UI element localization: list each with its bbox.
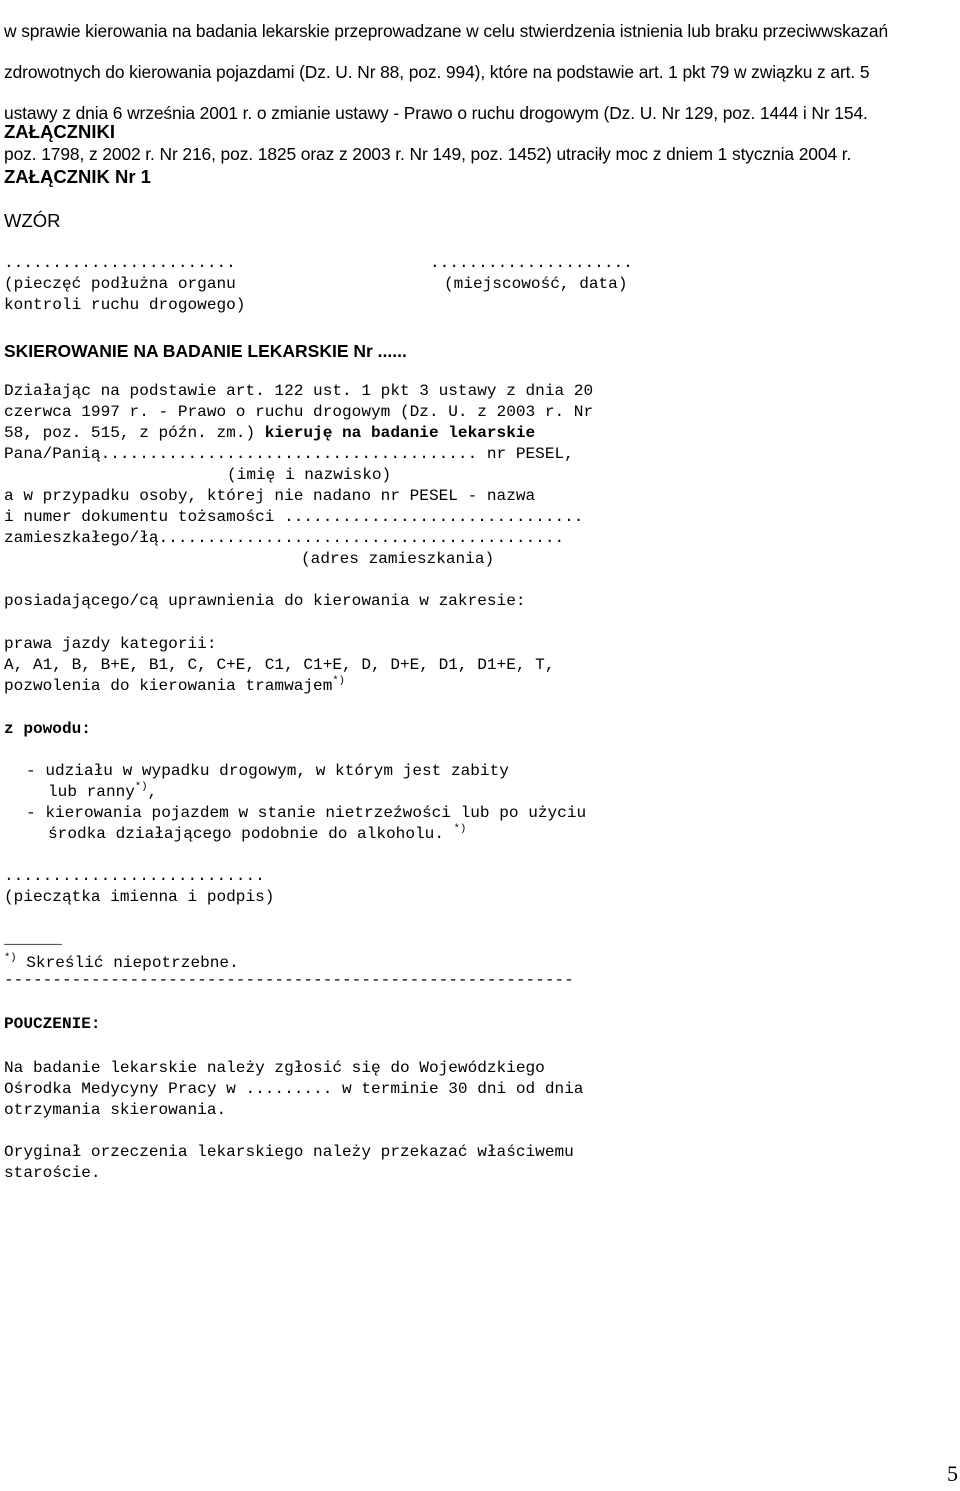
intro-paragraph: [4, 0, 888, 185]
scope-line: posiadającego/cą uprawnienia do kierowania w zakresie:: [4, 592, 526, 610]
footnote-mark: *): [4, 952, 17, 964]
reason-text: lub ranny: [48, 783, 135, 801]
reason-item-2-cont: [48, 824, 466, 845]
name-field-label: (imię i nazwisko): [227, 466, 392, 484]
stamp-dots: ........................: [4, 254, 236, 272]
reason-item-2: - kierowania pojazdem w stanie nietrzeźwości lub po użyciu: [26, 804, 587, 822]
intro-line: zdrowotnych do kierowania pojazdami (Dz. U. Nr 88, poz. 994), które na podstawie art. 1 pkt 79 w związku z art. 5: [4, 61, 870, 82]
body-line: czerwca 1997 r. - Prawo o ruchu drogowym (Dz. U. z 2003 r. Nr: [4, 403, 594, 421]
annex-number-heading: ZAŁĄCZNIK Nr 1: [4, 166, 151, 187]
address-field-line: zamieszkałego/łą..........................................: [4, 529, 565, 547]
page-number: 5: [947, 1461, 958, 1486]
footnote-text: Skreślić niepotrzebne.: [16, 954, 239, 972]
place-date-dots: .....................: [430, 254, 633, 272]
tram-permit-text: pozwolenia do kierowania tramwajem: [4, 677, 333, 695]
body-line: Działając na podstawie art. 122 ust. 1 pkt 3 ustawy z dnia 20: [4, 382, 594, 400]
intro-line: ustawy z dnia 6 września 2001 r. o zmianie ustawy - Prawo o ruchu drogowym (Dz. U. Nr 129, poz. 1444 i Nr 154.: [4, 102, 868, 123]
tram-permit-line: [4, 676, 345, 697]
notice-line: Na badanie lekarskie należy zgłosić się do Wojewódzkiego: [4, 1059, 545, 1077]
referral-title: SKIEROWANIE NA BADANIE LEKARSKIE Nr ......: [4, 341, 407, 361]
notice-heading: POUCZENIE:: [4, 1015, 101, 1033]
body-text: 58, poz. 515, z późn. zm.): [4, 424, 265, 442]
body-line: [4, 423, 535, 444]
footnote-mark: *): [453, 823, 467, 835]
footnote-mark: *): [134, 781, 148, 793]
notice-line: staroście.: [4, 1164, 101, 1182]
notice-line: Ośrodka Medycyny Pracy w ......... w terminie 30 dni od dnia: [4, 1080, 584, 1098]
annexes-heading: ZAŁĄCZNIKI: [4, 121, 115, 142]
template-label: WZÓR: [4, 210, 61, 231]
reason-heading: z powodu:: [4, 720, 91, 738]
stamp-label-line2: kontroli ruchu drogowego): [4, 296, 246, 314]
license-label: prawa jazdy kategorii:: [4, 635, 217, 653]
stamp-label-line1: (pieczęć podłużna organu: [4, 275, 236, 293]
notice-line: otrzymania skierowania.: [4, 1101, 227, 1119]
notice-line: Oryginał orzeczenia lekarskiego należy przekazać właściwemu: [4, 1143, 574, 1161]
address-field-label: (adres zamieszkania): [301, 550, 495, 568]
dashed-separator: -----------------------------------------------------------: [4, 971, 574, 989]
signature-dots: ...........................: [4, 867, 265, 885]
footnote-rule: ______: [4, 930, 62, 948]
reason-punct: ,: [147, 783, 158, 801]
signature-label: (pieczątka imienna i podpis): [4, 888, 275, 906]
directive-text: kieruję na badanie lekarskie: [264, 424, 536, 442]
footnote-mark: *): [332, 675, 345, 687]
name-field-line: Pana/Panią....................................... nr PESEL,: [4, 445, 574, 463]
body-line: a w przypadku osoby, której nie nadano nr PESEL - nazwa: [4, 487, 536, 505]
license-categories: A, A1, B, B+E, B1, C, C+E, C1, C1+E, D, D+E, D1, D1+E, T,: [4, 656, 555, 674]
intro-line: poz. 1798, z 2002 r. Nr 216, poz. 1825 oraz z 2003 r. Nr 149, poz. 1452) utraciły moc z dniem 1 stycznia 2004 r.: [4, 144, 852, 165]
reason-item-1: - udziału w wypadku drogowym, w którym jest zabity: [26, 762, 509, 780]
reason-text: środka działającego podobnie do alkoholu.: [48, 825, 444, 843]
id-document-field-line: i numer dokumentu tożsamości ...............................: [4, 508, 584, 526]
place-date-label: (miejscowość, data): [444, 275, 628, 293]
intro-line: w sprawie kierowania na badania lekarskie przeprowadzane w celu stwierdzenia istnienia lub braku przeciwwskazań: [4, 20, 889, 41]
reason-item-1-cont: [48, 782, 157, 803]
